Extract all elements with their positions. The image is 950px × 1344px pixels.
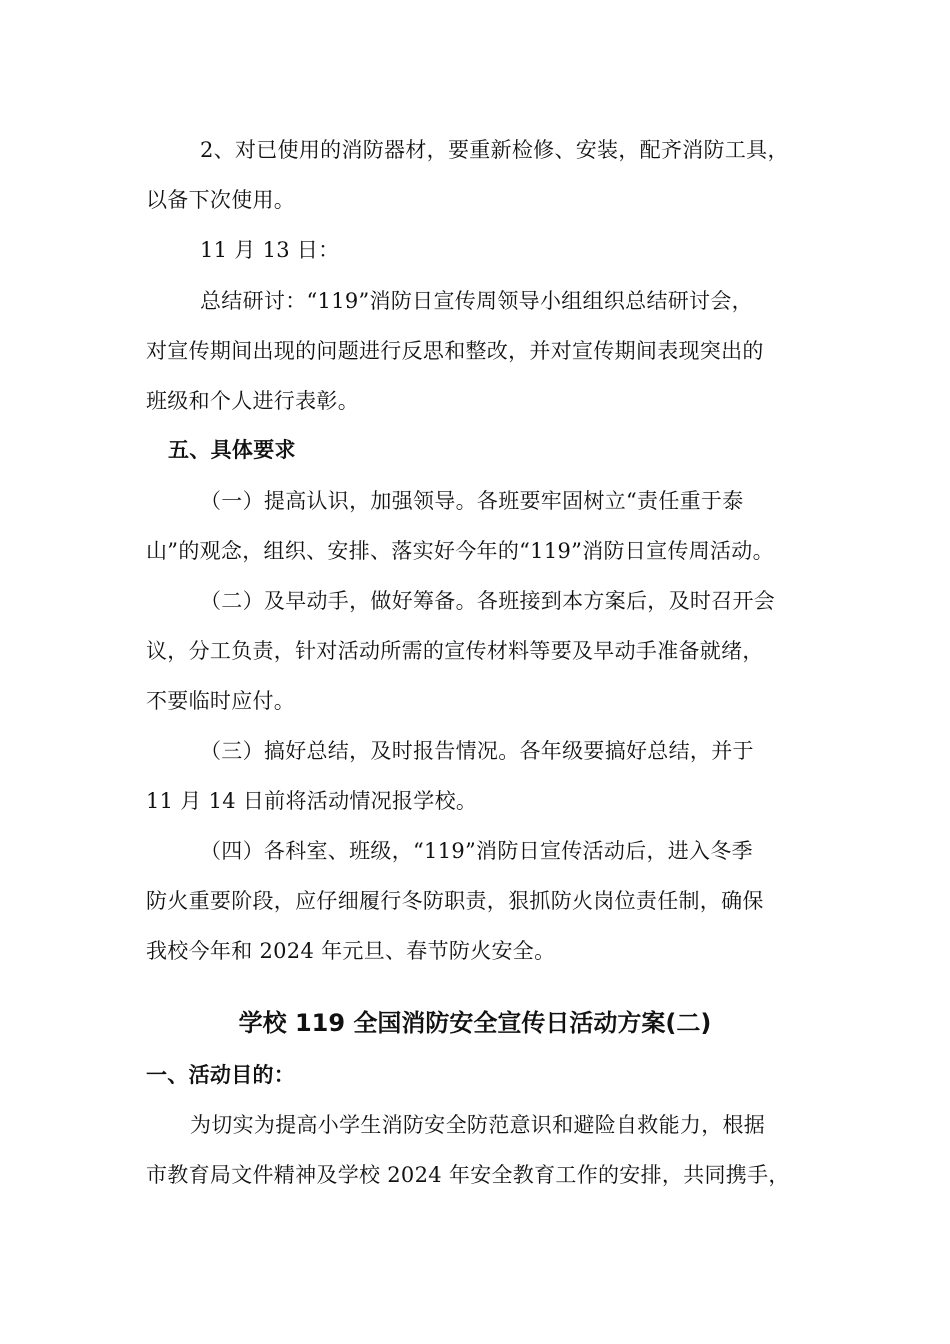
paragraph-line: 11 月 14 日前将活动情况报学校。: [146, 789, 478, 813]
paragraph-line: 为切实为提高小学生消防安全防范意识和避险自救能力，根据: [190, 1113, 766, 1137]
paragraph-line: 防火重要阶段，应仔细履行冬防职责，狠抓防火岗位责任制，确保: [146, 889, 764, 913]
paragraph-line: 我校今年和 2024 年元旦、春节防火安全。: [146, 939, 556, 963]
paragraph-line: 不要临时应付。: [146, 689, 296, 713]
paragraph-line: 以备下次使用。: [146, 188, 296, 212]
section-heading: 一、活动目的：: [146, 1063, 296, 1087]
paragraph-line: （二）及早动手，做好筹备。各班接到本方案后，及时召开会: [200, 589, 776, 613]
paragraph-line: 市教育局文件精神及学校 2024 年安全教育工作的安排，共同携手，: [146, 1163, 790, 1187]
document-title: 学校 119 全国消防安全宣传日活动方案(二): [238, 1009, 712, 1037]
paragraph-line: 2、对已使用的消防器材，要重新检修、安装，配齐消防工具，: [200, 138, 789, 162]
paragraph-line: 对宣传期间出现的问题进行反思和整改，并对宣传期间表现突出的: [146, 339, 764, 363]
paragraph-line: （一）提高认识，加强领导。各班要牢固树立“责任重于泰: [200, 489, 744, 513]
paragraph-line: （四）各科室、班级，“119”消防日宣传活动后，进入冬季: [200, 839, 753, 863]
paragraph-line: 总结研讨：“119”消防日宣传周领导小组组织总结研讨会，: [200, 289, 753, 313]
date-heading: 11 月 13 日：: [200, 238, 340, 262]
paragraph-line: 议，分工负责，针对活动所需的宣传材料等要及早动手准备就绪，: [146, 639, 764, 663]
paragraph-line: 山”的观念，组织、安排、落实好今年的“119”消防日宣传周活动。: [146, 539, 774, 563]
section-heading: 五、具体要求: [168, 438, 296, 462]
paragraph-line: 班级和个人进行表彰。: [146, 389, 359, 413]
paragraph-line: （三）搞好总结，及时报告情况。各年级要搞好总结，并于: [200, 739, 754, 763]
